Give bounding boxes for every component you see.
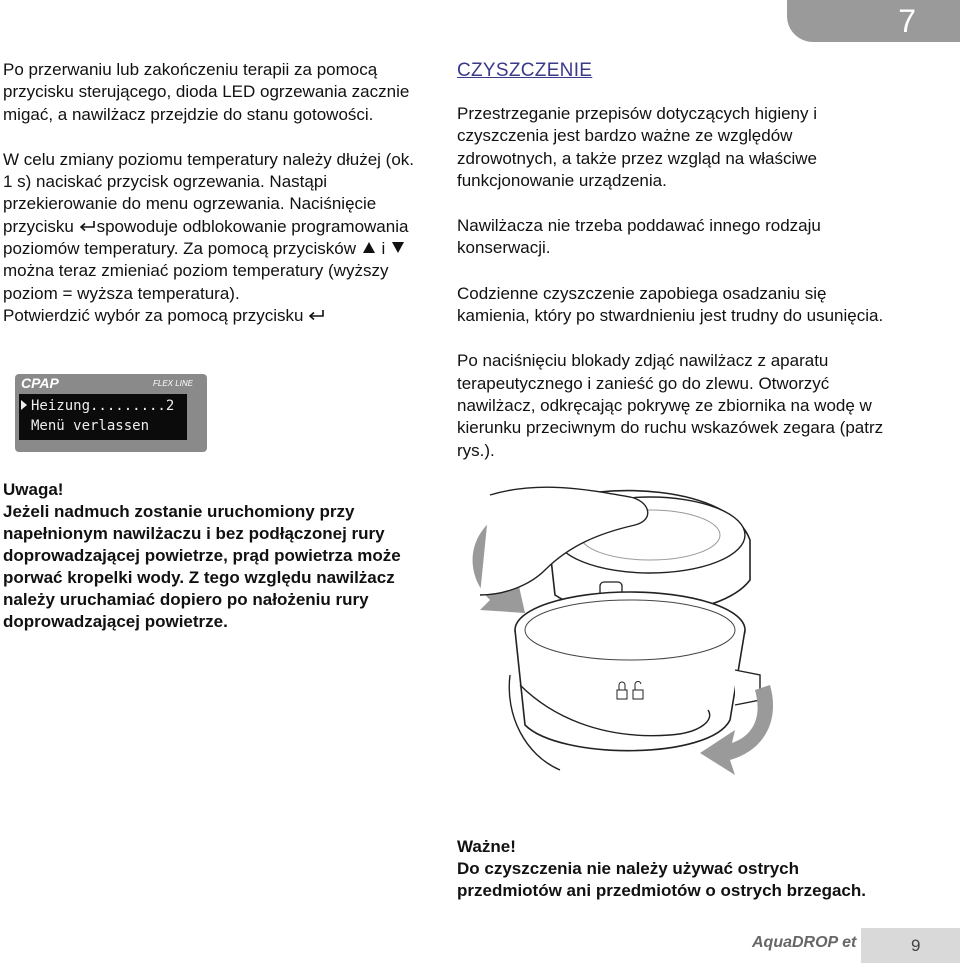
note-title: Ważne! — [457, 837, 516, 856]
display-brand: CPAP — [21, 375, 59, 391]
enter-key-icon — [308, 309, 326, 322]
note-body: Do czyszczenia nie należy używać ostrych przedmiotów ani przedmiotów o ostrych brzegach. — [457, 859, 866, 900]
device-display — [15, 374, 207, 452]
section-heading: CZYSZCZENIE — [457, 60, 593, 81]
warning-body: Jeżeli nadmuch zostanie uruchomiony przy napełnionym nawilżaczu i bez podłączonej rury doprowadzającej powietrze, prąd powietrza może porwać kropelki wody. Z tego względu nawilżacz należy uruchamiać dopiero po nałożeniu rury doprowadzającej powietrze. — [3, 502, 401, 631]
left-column — [3, 59, 423, 327]
warning-box — [3, 479, 423, 633]
display-line-heating: Heizung.........2 — [31, 398, 175, 414]
arrow-down-icon — [392, 242, 404, 253]
paragraph-maintenance: Nawilżacza nie trzeba poddawać innego rodzaju konserwacji. — [457, 216, 821, 258]
text-segment: i — [376, 239, 390, 259]
paragraph-hygiene: Przestrzeganie przepisów dotyczących higieny i czyszczenia jest bardzo ważne ze względów zdrowotnych, a także przez wzgląd na właściwe funkcjonowanie urządzenia. — [457, 104, 818, 190]
warning-title: Uwaga! — [3, 480, 64, 499]
text-segment: można teraz zmieniać poziom temperatury (wyższy poziom = wyższa temperatura). — [3, 261, 389, 303]
paragraph-open-instructions: Po naciśnięciu blokady zdjąć nawilżacz z aparatu terapeutycznego i zanieść go do zlewu. Otworzyć nawilżacz, odkręcając pokrywę ze zbiornika na wodę w kierunku przeciwnym do ruchu wskazówek zegara (patrz rys.). — [457, 351, 884, 460]
display-flex-logo: FLEX LINE — [152, 379, 193, 388]
paragraph-standby: Po przerwaniu lub zakończeniu terapii za pomocą przycisku sterującego, dioda LED ogrzewania zacznie migać, a nawilżacz przejdzie do stanu gotowości. — [3, 60, 410, 124]
footer-brand: AquaDROP et — [752, 934, 857, 951]
footer-page-number: 9 — [911, 936, 921, 955]
footer-page-box — [861, 928, 960, 963]
page-tab — [787, 0, 960, 42]
enter-key-icon — [79, 220, 97, 233]
right-column — [457, 59, 897, 462]
page-tab-number: 7 — [898, 3, 916, 39]
display-line-exit: Menü verlassen — [31, 418, 150, 434]
paragraph-temperature — [3, 149, 423, 327]
display-screen — [19, 394, 187, 440]
humidifier-illustration — [450, 485, 780, 775]
arrow-up-icon — [363, 242, 375, 253]
text-segment: spowoduje odblokowanie programowania poziomów temperatury. Za pomocą przycisków — [3, 216, 409, 259]
menu-caret-icon — [21, 400, 27, 410]
paragraph-daily-cleaning: Codzienne czyszczenie zapobiega osadzaniu się kamienia, który po stwardnieniu jest trudny do usunięcia. — [457, 283, 884, 326]
text-segment: W celu zmiany poziomu temperatury należy dłużej (ok. 1 s) naciskać przycisk ogrzewania. Nastąpi przekierowanie do menu ogrzewania. Naciśnięcie przycisku — [3, 149, 414, 236]
text-segment: Potwierdzić wybór za pomocą przycisku — [3, 305, 309, 325]
important-note — [457, 836, 877, 902]
